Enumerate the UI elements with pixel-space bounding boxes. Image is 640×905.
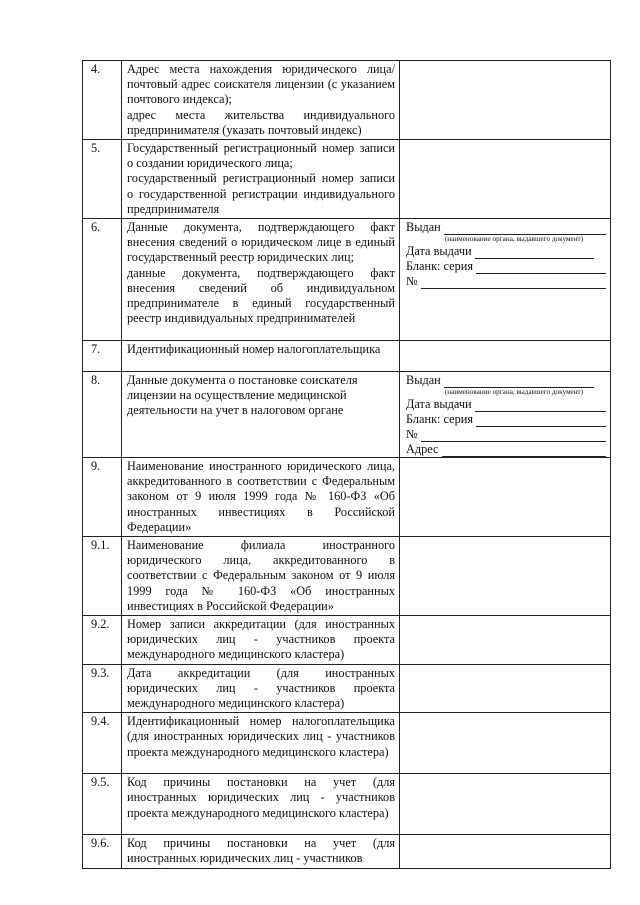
table-row <box>83 458 611 537</box>
table-row <box>83 219 611 341</box>
form-series-line <box>406 412 606 427</box>
value-cell[interactable] <box>400 341 611 372</box>
issued-label: Выдан <box>406 219 441 234</box>
issued-line <box>406 373 606 388</box>
issued-caption: (наименование органа, выдавшего документ) <box>444 388 584 397</box>
description-paragraph: Код причины постановки на учет (для иностранных юридических лиц - участников проекта международного медицинского кластера) <box>127 775 395 820</box>
number-label: № <box>406 426 418 441</box>
row-description <box>122 835 400 868</box>
description-paragraph: данные документа, подтверждающего факт внесения сведений об индивидуальном предпринимателе в единый государственный реестр индивидуальных предпринимателей <box>127 265 395 326</box>
description-paragraph: адрес места жительства индивидуального предпринимателя (указать почтовый индекс) <box>127 107 395 137</box>
issued-line <box>406 220 606 235</box>
row-description <box>122 372 400 458</box>
date-input-line[interactable] <box>475 401 606 412</box>
row-description <box>122 341 400 372</box>
address-label: Адрес <box>406 441 439 456</box>
description-paragraph: Номер записи аккредитации (для иностранных юридических лиц - участников проекта международного медицинского кластера) <box>127 617 395 662</box>
form-series-line <box>406 259 606 274</box>
description-paragraph: Данные документа о постановке соискателя лицензии на осуществление медицинской деятельности на учет в налоговом органе <box>127 373 358 418</box>
table-row <box>83 664 611 713</box>
row-description <box>122 774 400 835</box>
value-cell[interactable] <box>400 140 611 219</box>
value-cell[interactable] <box>400 835 611 868</box>
table-row <box>83 61 611 140</box>
row-number: 9.6. <box>83 835 122 868</box>
row-number: 9.1. <box>83 537 122 616</box>
row-number: 6. <box>83 219 122 341</box>
address-line <box>406 442 606 457</box>
table-row <box>83 835 611 868</box>
address-input-line[interactable] <box>442 446 606 457</box>
row-description <box>122 219 400 341</box>
description-paragraph: Идентификационный номер налогоплательщика <box>127 342 381 357</box>
date-label: Дата выдачи <box>406 243 472 258</box>
number-input-line[interactable] <box>421 278 606 289</box>
description-paragraph: Дата аккредитации (для иностранных юридических лиц - участников проекта международного медицинского кластера) <box>127 665 395 711</box>
number-input-line[interactable] <box>421 431 606 442</box>
description-paragraph: Идентификационный номер налогоплательщика (для иностранных юридических лиц - участников проекта международного медицинского кластера) <box>127 714 395 759</box>
number-label: № <box>406 273 418 288</box>
issued-input-line[interactable] <box>444 224 606 235</box>
table-row <box>83 372 611 458</box>
row-number: 9. <box>83 458 122 537</box>
form-series-label: Бланк: серия <box>406 258 473 273</box>
value-cell[interactable] <box>400 713 611 774</box>
form-series-label: Бланк: серия <box>406 411 473 426</box>
table-row <box>83 616 611 665</box>
issued-label: Выдан <box>406 372 441 387</box>
description-paragraph: Код причины постановки на учет (для иностранных юридических лиц - участников <box>127 836 395 866</box>
table-row <box>83 140 611 219</box>
date-line <box>406 397 606 412</box>
date-input-line[interactable] <box>475 248 594 259</box>
issued-caption: (наименование органа, выдавшего документ) <box>444 235 584 244</box>
row-description <box>122 537 400 616</box>
row-description <box>122 664 400 713</box>
table-row <box>83 713 611 774</box>
row-number: 8. <box>83 372 122 458</box>
description-paragraph: государственный регистрационный номер записи о государственной регистрации индивидуального предпринимателя <box>127 171 395 216</box>
row-number: 7. <box>83 341 122 372</box>
row-number: 5. <box>83 140 122 219</box>
issued-input-line[interactable] <box>444 377 594 388</box>
description-paragraph: Наименование филиала иностранного юридического лица, аккредитованного в соответствии с Федеральным законом от 9 июля 1999 года № 160-ФЗ «Об иностранных инвестициях в Российской Федерации» <box>127 538 395 613</box>
row-description <box>122 61 400 140</box>
row-number: 9.5. <box>83 774 122 835</box>
table-row <box>83 774 611 835</box>
description-paragraph: Государственный регистрационный номер записи о создании юридического лица; <box>127 141 395 171</box>
row-number: 9.4. <box>83 713 122 774</box>
document-fields <box>400 372 611 458</box>
value-cell[interactable] <box>400 61 611 140</box>
form-series-input-line[interactable] <box>476 263 606 274</box>
form-series-input-line[interactable] <box>476 416 606 427</box>
row-description <box>122 140 400 219</box>
application-form-table <box>82 60 611 869</box>
row-number: 4. <box>83 61 122 140</box>
date-line <box>406 244 606 259</box>
row-description <box>122 458 400 537</box>
number-line <box>406 427 606 442</box>
row-number: 9.2. <box>83 616 122 665</box>
table-row <box>83 537 611 616</box>
row-description <box>122 616 400 665</box>
value-cell[interactable] <box>400 774 611 835</box>
description-paragraph: Адрес места нахождения юридического лица/почтовый адрес соискателя лицензии (с указанием почтового индекса); <box>127 62 395 107</box>
number-line <box>406 274 606 289</box>
row-number: 9.3. <box>83 664 122 713</box>
value-cell[interactable] <box>400 616 611 665</box>
row-description <box>122 713 400 774</box>
document-fields <box>400 219 611 341</box>
value-cell[interactable] <box>400 458 611 537</box>
date-label: Дата выдачи <box>406 396 472 411</box>
value-cell[interactable] <box>400 664 611 713</box>
description-paragraph: Данные документа, подтверждающего факт внесения сведений о юридическом лице в единый государственный реестр юридических лиц; <box>127 220 395 265</box>
value-cell[interactable] <box>400 537 611 616</box>
description-paragraph: Наименование иностранного юридического лица, аккредитованного в соответствии с Федеральным законом от 9 июля 1999 года № 160-ФЗ «Об иностранных инвестициях в Российской Федерации» <box>127 459 395 534</box>
table-row <box>83 341 611 372</box>
